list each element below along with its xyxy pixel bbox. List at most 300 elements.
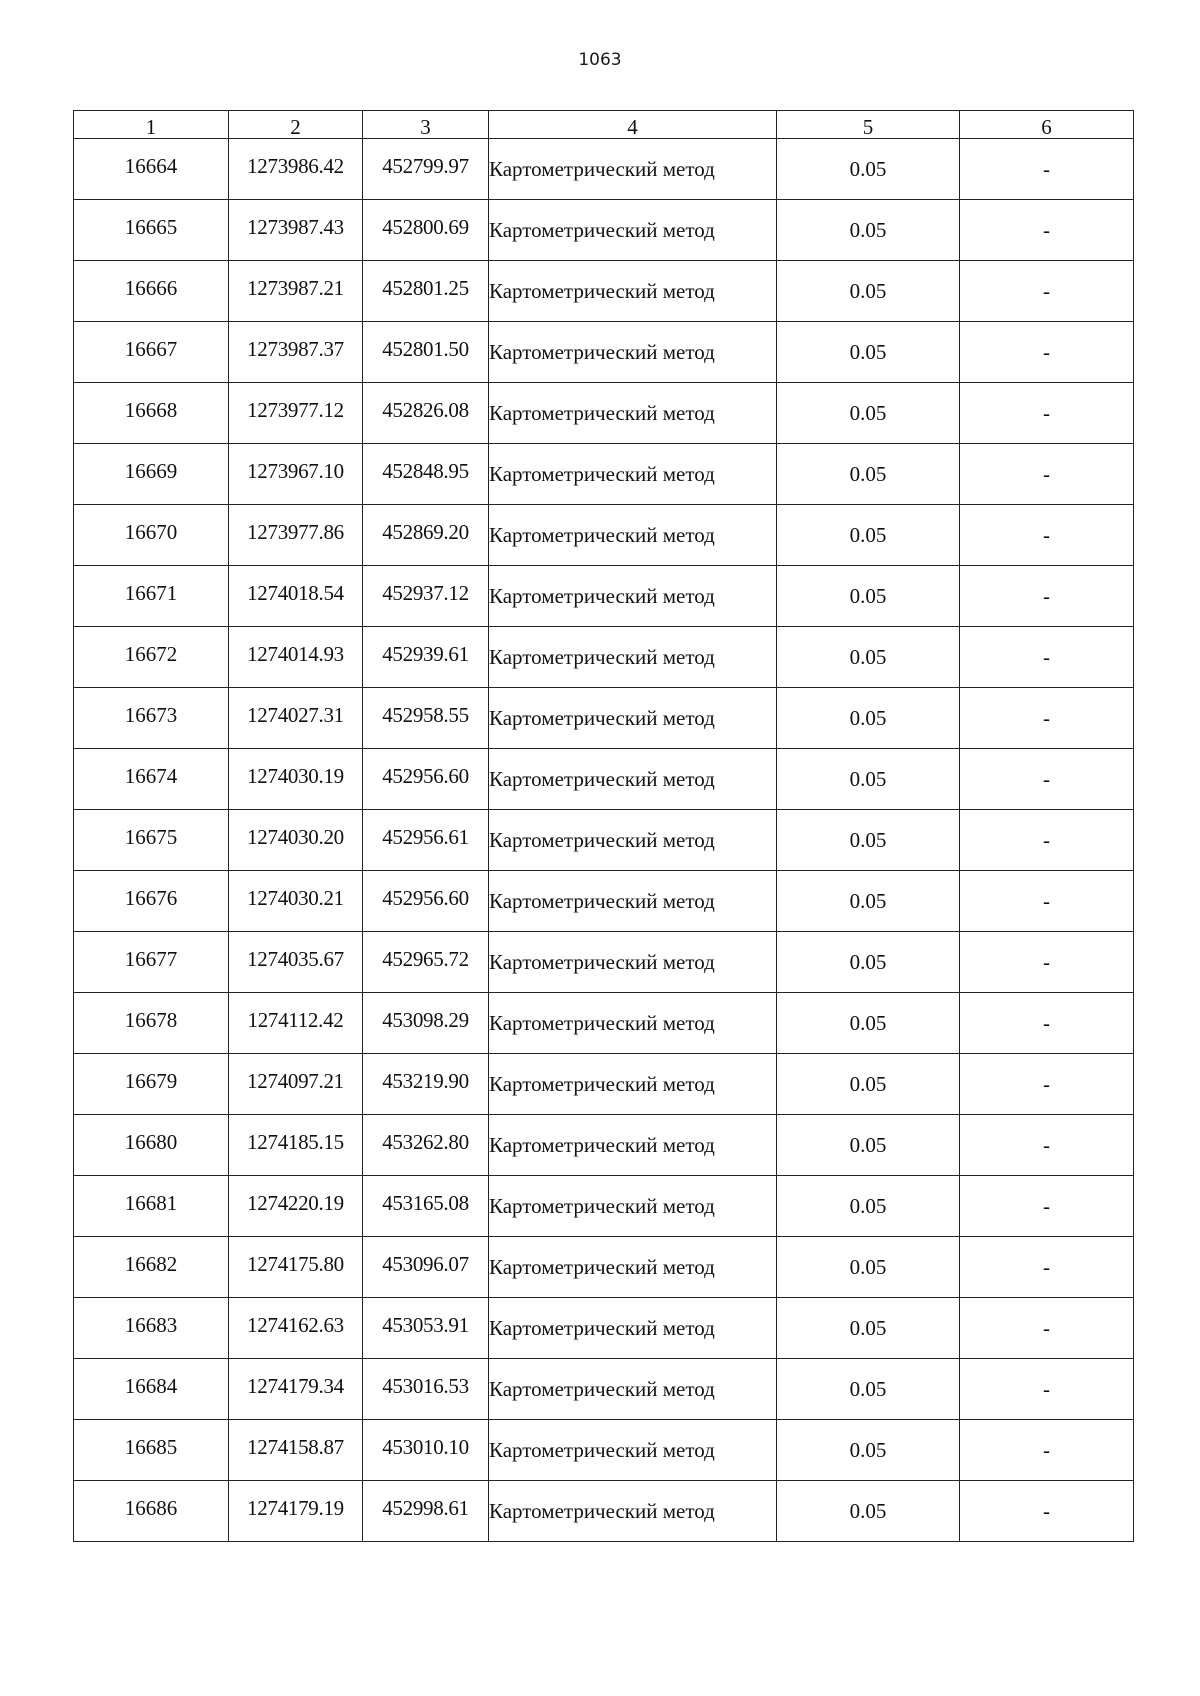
method-cell	[489, 932, 777, 993]
y-coordinate-cell	[363, 444, 489, 505]
method-cell	[489, 749, 777, 810]
x-coordinate-cell-text: 1274158.87	[247, 1434, 344, 1459]
accuracy-cell	[777, 1054, 960, 1115]
accuracy-cell-text: 0.05	[849, 583, 887, 608]
y-coordinate-cell-text: 452939.61	[382, 641, 469, 666]
accuracy-cell	[777, 1420, 960, 1481]
table-row	[74, 749, 1134, 810]
point-number-cell	[74, 261, 229, 322]
point-number-cell-text: 16675	[124, 824, 178, 849]
x-coordinate-cell	[229, 200, 363, 261]
note-cell	[960, 383, 1134, 444]
accuracy-cell	[777, 1481, 960, 1542]
method-cell-text: Картометрический метод	[489, 583, 715, 608]
accuracy-cell-text: 0.05	[849, 1010, 887, 1035]
point-number-cell-text: 16664	[124, 153, 178, 178]
point-number-cell-text: 16670	[124, 519, 178, 544]
note-cell-text: -	[1043, 1193, 1050, 1218]
method-cell-text: Картометрический метод	[489, 888, 715, 913]
accuracy-cell	[777, 1298, 960, 1359]
x-coordinate-cell	[229, 1054, 363, 1115]
note-cell	[960, 1115, 1134, 1176]
x-coordinate-cell	[229, 566, 363, 627]
x-coordinate-cell	[229, 1237, 363, 1298]
method-cell	[489, 1054, 777, 1115]
y-coordinate-cell-text: 452826.08	[382, 397, 469, 422]
note-cell	[960, 322, 1134, 383]
note-cell	[960, 139, 1134, 200]
y-coordinate-cell	[363, 1237, 489, 1298]
column-header-4: 4	[489, 111, 777, 139]
accuracy-cell	[777, 871, 960, 932]
table-header-row	[74, 111, 1134, 139]
table-row	[74, 1115, 1134, 1176]
x-coordinate-cell-text: 1273986.42	[247, 153, 344, 178]
y-coordinate-cell	[363, 261, 489, 322]
note-cell-text: -	[1043, 888, 1050, 913]
column-header-3: 3	[363, 111, 489, 139]
note-cell-text: -	[1043, 949, 1050, 974]
point-number-cell	[74, 993, 229, 1054]
x-coordinate-cell-text: 1274179.34	[247, 1373, 344, 1398]
point-number-cell	[74, 200, 229, 261]
x-coordinate-cell	[229, 1176, 363, 1237]
point-number-cell	[74, 1481, 229, 1542]
point-number-cell-text: 16679	[124, 1068, 178, 1093]
x-coordinate-cell-text: 1274030.20	[247, 824, 344, 849]
y-coordinate-cell-text: 452998.61	[382, 1495, 469, 1520]
point-number-cell-text: 16677	[124, 946, 178, 971]
note-cell-text: -	[1043, 644, 1050, 669]
point-number-cell	[74, 1115, 229, 1176]
x-coordinate-cell-text: 1273987.21	[247, 275, 344, 300]
y-coordinate-cell-text: 453053.91	[382, 1312, 469, 1337]
method-cell-text: Картометрический метод	[489, 705, 715, 730]
note-cell-text: -	[1043, 1071, 1050, 1096]
point-number-cell	[74, 1054, 229, 1115]
x-coordinate-cell	[229, 627, 363, 688]
x-coordinate-cell	[229, 871, 363, 932]
method-cell	[489, 444, 777, 505]
method-cell	[489, 1481, 777, 1542]
table-row	[74, 1298, 1134, 1359]
y-coordinate-cell	[363, 200, 489, 261]
note-cell	[960, 932, 1134, 993]
x-coordinate-cell	[229, 1115, 363, 1176]
y-coordinate-cell-text: 452799.97	[382, 153, 469, 178]
method-cell-text: Картометрический метод	[489, 1437, 715, 1462]
x-coordinate-cell-text: 1273987.37	[247, 336, 344, 361]
point-number-cell-text: 16669	[124, 458, 178, 483]
x-coordinate-cell-text: 1274179.19	[247, 1495, 344, 1520]
y-coordinate-cell	[363, 1298, 489, 1359]
point-number-cell	[74, 1237, 229, 1298]
point-number-cell-text: 16667	[124, 336, 178, 361]
x-coordinate-cell	[229, 1420, 363, 1481]
point-number-cell-text: 16682	[124, 1251, 178, 1276]
y-coordinate-cell	[363, 1420, 489, 1481]
y-coordinate-cell-text: 453098.29	[382, 1007, 469, 1032]
method-cell	[489, 993, 777, 1054]
point-number-cell-text: 16676	[124, 885, 178, 910]
method-cell-text: Картометрический метод	[489, 156, 715, 181]
accuracy-cell	[777, 383, 960, 444]
column-header-6: 6	[960, 111, 1134, 139]
y-coordinate-cell-text: 452956.60	[382, 885, 469, 910]
accuracy-cell	[777, 1237, 960, 1298]
accuracy-cell	[777, 932, 960, 993]
accuracy-cell-text: 0.05	[849, 400, 887, 425]
y-coordinate-cell	[363, 505, 489, 566]
method-cell	[489, 139, 777, 200]
method-cell-text: Картометрический метод	[489, 461, 715, 486]
point-number-cell-text: 16672	[124, 641, 178, 666]
y-coordinate-cell	[363, 627, 489, 688]
table-row	[74, 1481, 1134, 1542]
note-cell-text: -	[1043, 400, 1050, 425]
note-cell	[960, 505, 1134, 566]
point-number-cell-text: 16665	[124, 214, 178, 239]
accuracy-cell-text: 0.05	[849, 827, 887, 852]
accuracy-cell	[777, 1359, 960, 1420]
x-coordinate-cell-text: 1274027.31	[247, 702, 344, 727]
point-number-cell	[74, 322, 229, 383]
note-cell-text: -	[1043, 1376, 1050, 1401]
point-number-cell	[74, 566, 229, 627]
table-row	[74, 993, 1134, 1054]
accuracy-cell-text: 0.05	[849, 766, 887, 791]
note-cell-text: -	[1043, 705, 1050, 730]
point-number-cell-text: 16683	[124, 1312, 178, 1337]
accuracy-cell	[777, 1115, 960, 1176]
point-number-cell-text: 16680	[124, 1129, 178, 1154]
point-number-cell	[74, 1298, 229, 1359]
note-cell-text: -	[1043, 1315, 1050, 1340]
accuracy-cell	[777, 688, 960, 749]
x-coordinate-cell-text: 1274035.67	[247, 946, 344, 971]
x-coordinate-cell-text: 1274220.19	[247, 1190, 344, 1215]
y-coordinate-cell-text: 452801.25	[382, 275, 469, 300]
accuracy-cell-text: 0.05	[849, 522, 887, 547]
x-coordinate-cell-text: 1273977.12	[247, 397, 344, 422]
x-coordinate-cell-text: 1274014.93	[247, 641, 344, 666]
y-coordinate-cell	[363, 932, 489, 993]
note-cell	[960, 1420, 1134, 1481]
accuracy-cell	[777, 749, 960, 810]
method-cell-text: Картометрический метод	[489, 339, 715, 364]
accuracy-cell-text: 0.05	[849, 1376, 887, 1401]
y-coordinate-cell-text: 453010.10	[382, 1434, 469, 1459]
method-cell	[489, 566, 777, 627]
point-number-cell-text: 16674	[124, 763, 178, 788]
x-coordinate-cell-text: 1274162.63	[247, 1312, 344, 1337]
y-coordinate-cell	[363, 566, 489, 627]
table-row	[74, 1176, 1134, 1237]
method-cell	[489, 1237, 777, 1298]
note-cell-text: -	[1043, 1437, 1050, 1462]
y-coordinate-cell-text: 453016.53	[382, 1373, 469, 1398]
note-cell	[960, 688, 1134, 749]
coordinates-table	[73, 110, 1134, 1542]
note-cell	[960, 1176, 1134, 1237]
y-coordinate-cell	[363, 749, 489, 810]
accuracy-cell	[777, 566, 960, 627]
method-cell-text: Картометрический метод	[489, 766, 715, 791]
point-number-cell	[74, 139, 229, 200]
accuracy-cell	[777, 444, 960, 505]
method-cell	[489, 1420, 777, 1481]
method-cell-text: Картометрический метод	[489, 1193, 715, 1218]
method-cell-text: Картометрический метод	[489, 1132, 715, 1157]
note-cell	[960, 871, 1134, 932]
x-coordinate-cell	[229, 932, 363, 993]
x-coordinate-cell	[229, 749, 363, 810]
x-coordinate-cell-text: 1274112.42	[247, 1007, 344, 1032]
method-cell	[489, 688, 777, 749]
x-coordinate-cell-text: 1274175.80	[247, 1251, 344, 1276]
table-row	[74, 261, 1134, 322]
table-row	[74, 200, 1134, 261]
accuracy-cell	[777, 993, 960, 1054]
y-coordinate-cell-text: 452956.60	[382, 763, 469, 788]
accuracy-cell-text: 0.05	[849, 705, 887, 730]
method-cell-text: Картометрический метод	[489, 1254, 715, 1279]
y-coordinate-cell-text: 452958.55	[382, 702, 469, 727]
y-coordinate-cell	[363, 383, 489, 444]
method-cell-text: Картометрический метод	[489, 522, 715, 547]
accuracy-cell	[777, 261, 960, 322]
note-cell-text: -	[1043, 1132, 1050, 1157]
point-number-cell-text: 16681	[124, 1190, 178, 1215]
point-number-cell	[74, 383, 229, 444]
y-coordinate-cell	[363, 1115, 489, 1176]
accuracy-cell-text: 0.05	[849, 644, 887, 669]
note-cell-text: -	[1043, 1010, 1050, 1035]
x-coordinate-cell-text: 1274030.19	[247, 763, 344, 788]
table-row	[74, 1420, 1134, 1481]
accuracy-cell-text: 0.05	[849, 888, 887, 913]
x-coordinate-cell-text: 1273987.43	[247, 214, 344, 239]
point-number-cell-text: 16668	[124, 397, 178, 422]
x-coordinate-cell	[229, 1481, 363, 1542]
accuracy-cell-text: 0.05	[849, 1071, 887, 1096]
method-cell-text: Картометрический метод	[489, 278, 715, 303]
x-coordinate-cell-text: 1273977.86	[247, 519, 344, 544]
note-cell	[960, 993, 1134, 1054]
note-cell	[960, 444, 1134, 505]
y-coordinate-cell-text: 452965.72	[382, 946, 469, 971]
x-coordinate-cell-text: 1274030.21	[247, 885, 344, 910]
accuracy-cell-text: 0.05	[849, 1498, 887, 1523]
method-cell-text: Картометрический метод	[489, 1498, 715, 1523]
note-cell	[960, 749, 1134, 810]
method-cell	[489, 871, 777, 932]
y-coordinate-cell	[363, 1359, 489, 1420]
method-cell-text: Картометрический метод	[489, 644, 715, 669]
method-cell	[489, 1359, 777, 1420]
table-row	[74, 1054, 1134, 1115]
point-number-cell-text: 16678	[124, 1007, 178, 1032]
accuracy-cell-text: 0.05	[849, 1437, 887, 1462]
table-row	[74, 383, 1134, 444]
note-cell	[960, 1237, 1134, 1298]
note-cell-text: -	[1043, 217, 1050, 242]
point-number-cell	[74, 1359, 229, 1420]
x-coordinate-cell-text: 1273967.10	[247, 458, 344, 483]
x-coordinate-cell	[229, 322, 363, 383]
accuracy-cell	[777, 627, 960, 688]
x-coordinate-cell	[229, 688, 363, 749]
note-cell-text: -	[1043, 1498, 1050, 1523]
x-coordinate-cell	[229, 505, 363, 566]
accuracy-cell-text: 0.05	[849, 949, 887, 974]
y-coordinate-cell-text: 453165.08	[382, 1190, 469, 1215]
point-number-cell-text: 16673	[124, 702, 178, 727]
table-body	[74, 139, 1134, 1542]
method-cell	[489, 505, 777, 566]
note-cell	[960, 200, 1134, 261]
table-row	[74, 444, 1134, 505]
method-cell-text: Картометрический метод	[489, 217, 715, 242]
x-coordinate-cell	[229, 444, 363, 505]
note-cell	[960, 1359, 1134, 1420]
point-number-cell	[74, 627, 229, 688]
point-number-cell	[74, 749, 229, 810]
method-cell-text: Картометрический метод	[489, 400, 715, 425]
point-number-cell	[74, 688, 229, 749]
x-coordinate-cell	[229, 1359, 363, 1420]
table-row	[74, 871, 1134, 932]
accuracy-cell-text: 0.05	[849, 339, 887, 364]
table-row	[74, 505, 1134, 566]
method-cell	[489, 627, 777, 688]
accuracy-cell	[777, 322, 960, 383]
y-coordinate-cell	[363, 139, 489, 200]
y-coordinate-cell-text: 453096.07	[382, 1251, 469, 1276]
note-cell-text: -	[1043, 583, 1050, 608]
method-cell	[489, 261, 777, 322]
accuracy-cell-text: 0.05	[849, 217, 887, 242]
table-row	[74, 688, 1134, 749]
table-row	[74, 322, 1134, 383]
y-coordinate-cell	[363, 810, 489, 871]
y-coordinate-cell	[363, 1054, 489, 1115]
method-cell	[489, 810, 777, 871]
x-coordinate-cell	[229, 810, 363, 871]
accuracy-cell-text: 0.05	[849, 1315, 887, 1340]
accuracy-cell-text: 0.05	[849, 461, 887, 486]
note-cell-text: -	[1043, 156, 1050, 181]
method-cell-text: Картометрический метод	[489, 1010, 715, 1035]
y-coordinate-cell	[363, 1481, 489, 1542]
table-row	[74, 1237, 1134, 1298]
point-number-cell	[74, 871, 229, 932]
table-row	[74, 932, 1134, 993]
point-number-cell-text: 16685	[124, 1434, 178, 1459]
table-row	[74, 810, 1134, 871]
note-cell-text: -	[1043, 1254, 1050, 1279]
note-cell	[960, 566, 1134, 627]
point-number-cell	[74, 932, 229, 993]
note-cell-text: -	[1043, 827, 1050, 852]
note-cell	[960, 810, 1134, 871]
method-cell	[489, 322, 777, 383]
note-cell	[960, 1298, 1134, 1359]
point-number-cell-text: 16686	[124, 1495, 178, 1520]
table-row	[74, 1359, 1134, 1420]
y-coordinate-cell-text: 452937.12	[382, 580, 469, 605]
x-coordinate-cell	[229, 383, 363, 444]
column-header-2: 2	[229, 111, 363, 139]
method-cell	[489, 1115, 777, 1176]
accuracy-cell-text: 0.05	[849, 1132, 887, 1157]
note-cell-text: -	[1043, 339, 1050, 364]
y-coordinate-cell-text: 452801.50	[382, 336, 469, 361]
table-row	[74, 627, 1134, 688]
x-coordinate-cell-text: 1274018.54	[247, 580, 344, 605]
x-coordinate-cell-text: 1274185.15	[247, 1129, 344, 1154]
column-header-5: 5	[777, 111, 960, 139]
method-cell-text: Картометрический метод	[489, 827, 715, 852]
method-cell	[489, 1298, 777, 1359]
y-coordinate-cell-text: 453219.90	[382, 1068, 469, 1093]
method-cell-text: Картометрический метод	[489, 949, 715, 974]
method-cell-text: Картометрический метод	[489, 1071, 715, 1096]
y-coordinate-cell	[363, 871, 489, 932]
column-header-1: 1	[74, 111, 229, 139]
y-coordinate-cell-text: 452869.20	[382, 519, 469, 544]
point-number-cell-text: 16684	[124, 1373, 178, 1398]
note-cell-text: -	[1043, 461, 1050, 486]
point-number-cell	[74, 505, 229, 566]
point-number-cell	[74, 810, 229, 871]
x-coordinate-cell-text: 1274097.21	[247, 1068, 344, 1093]
y-coordinate-cell	[363, 688, 489, 749]
note-cell	[960, 627, 1134, 688]
y-coordinate-cell-text: 452956.61	[382, 824, 469, 849]
accuracy-cell-text: 0.05	[849, 1254, 887, 1279]
x-coordinate-cell	[229, 139, 363, 200]
note-cell-text: -	[1043, 766, 1050, 791]
method-cell-text: Картометрический метод	[489, 1376, 715, 1401]
point-number-cell-text: 16671	[124, 580, 178, 605]
note-cell-text: -	[1043, 522, 1050, 547]
note-cell	[960, 261, 1134, 322]
note-cell-text: -	[1043, 278, 1050, 303]
method-cell	[489, 1176, 777, 1237]
page-number: 1063	[578, 50, 622, 70]
accuracy-cell	[777, 200, 960, 261]
point-number-cell	[74, 444, 229, 505]
y-coordinate-cell-text: 452800.69	[382, 214, 469, 239]
table-row	[74, 139, 1134, 200]
accuracy-cell	[777, 1176, 960, 1237]
accuracy-cell	[777, 505, 960, 566]
y-coordinate-cell	[363, 1176, 489, 1237]
x-coordinate-cell	[229, 1298, 363, 1359]
y-coordinate-cell-text: 452848.95	[382, 458, 469, 483]
point-number-cell	[74, 1176, 229, 1237]
accuracy-cell	[777, 810, 960, 871]
accuracy-cell-text: 0.05	[849, 278, 887, 303]
x-coordinate-cell	[229, 993, 363, 1054]
accuracy-cell	[777, 139, 960, 200]
note-cell	[960, 1054, 1134, 1115]
method-cell-text: Картометрический метод	[489, 1315, 715, 1340]
table-row	[74, 566, 1134, 627]
accuracy-cell-text: 0.05	[849, 1193, 887, 1218]
y-coordinate-cell	[363, 993, 489, 1054]
